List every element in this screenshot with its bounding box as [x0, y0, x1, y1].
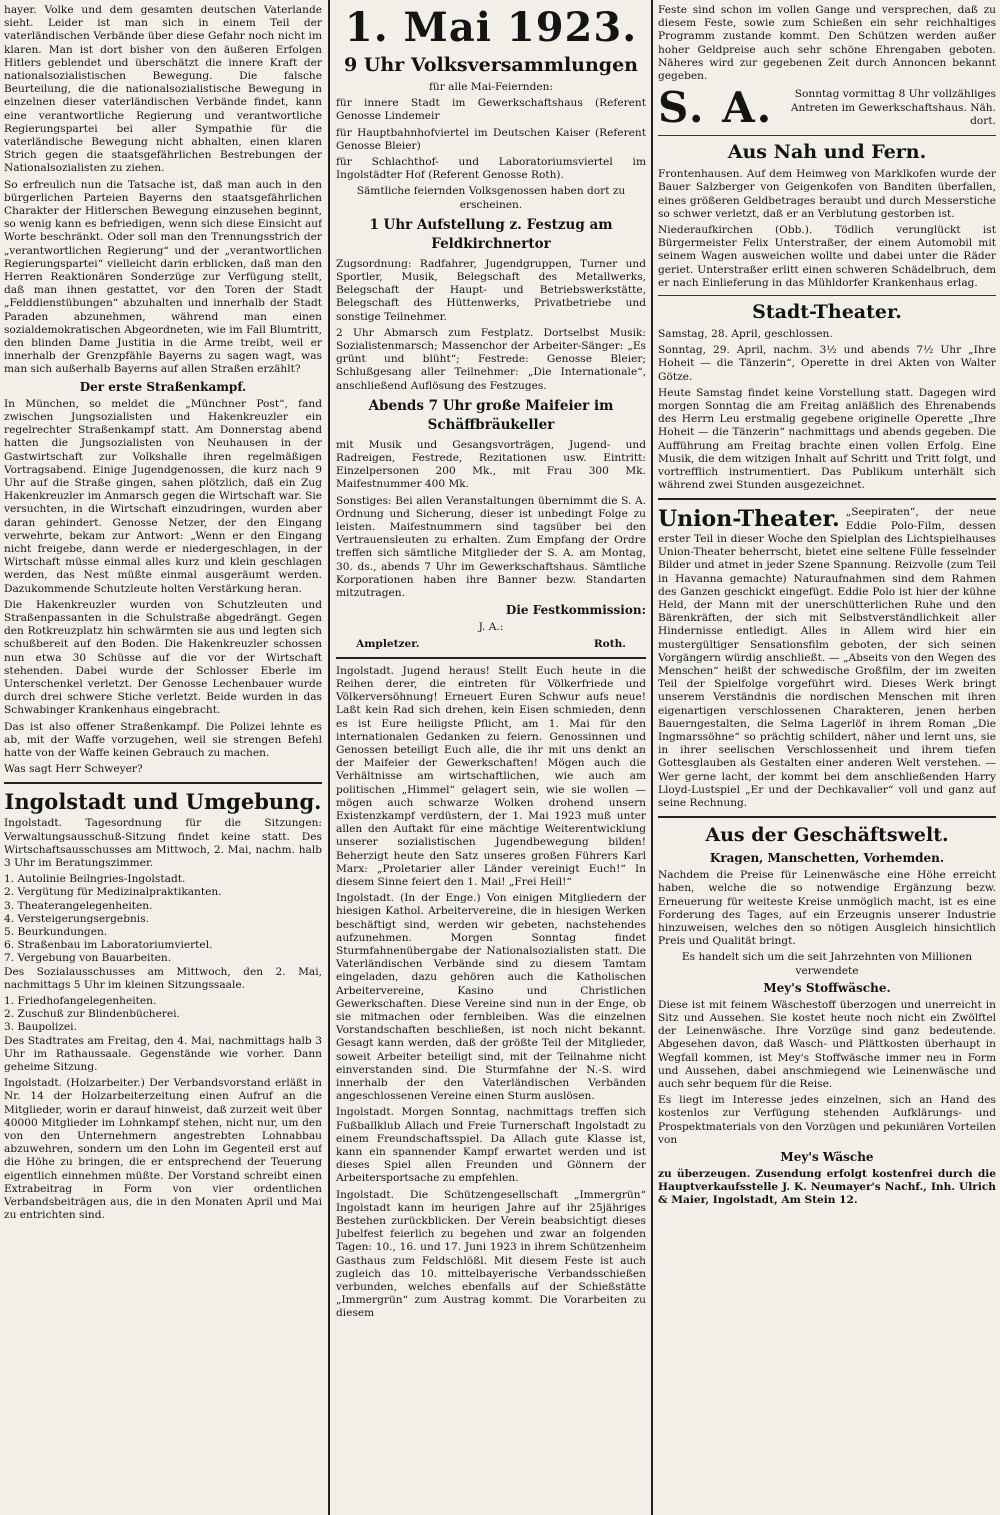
article-paragraph: Diese ist mit feinem Wäschestoff überzogen und unerreicht in Sitz und Aussehen. Sie kostet heute noch nicht ein Zwölftel der Leinenwäsche. Ihre Vorzüge sind ganz bedeutende. Abgesehen davon, daß Wasch- und Plättkosten überhaupt in Wegfall kommen, ist Mey's Stoffwäsche immer neu in Form und Aussehen, dabei anschmiegend wie Leinenwäsche und auch sehr bequem für die Reise.: [658, 998, 996, 1090]
announcement-subtitle: 9 Uhr Volksversammlungen: [344, 54, 638, 76]
evening-heading: Abends 7 Uhr große Maifeier im Schäffbräukeller: [368, 397, 614, 433]
theater-line: Samstag, 28. April, geschlossen.: [658, 328, 833, 341]
article-paragraph: Ingolstadt. (In der Enge.) Von einigen Mitgliedern der hiesigen Kathol. Arbeitervereine, die in hiesigen Werken beschäftigt sind, werden wir gebeten, nachstehendes aufzunehmen. Morgen Sonntag findet Sturmfahnenübergabe der Nationalsozialisten statt. Die Vaterländischen Verbände sind zu diesem Tamtam eingeladen, dazu gehören auch die Katholischen Arbeitervereine, Kasino und Christlichen Gewerkschaften. Diese Vereine sind nun in der Enge, ob sie mitmachen oder fernbleiben. Was die einzelnen Vorstandschaften beschließen, ist noch nicht bekannt. Gesagt kann werden, daß der größte Teil der Mitglieder, soweit Arbeiter beteiligt sind, mit der Teilnahme nicht einverstanden sind. Die Sturmfahne der N.-S. wird innerhalb der den Vaterländischen Verbänden angeschlossenen Vereine einen Sturm auslösen.: [336, 892, 646, 1103]
march-details: 2 Uhr Abmarsch zum Festplatz. Dortselbst Musik: Sozialistenmarsch; Massenchor der Arbeiter-Sänger: „Es grünt und blüht“; Festrede: Genosse Bleier; Schlußgesang aller Teilnehmer: „Die Internationale“, anschließend Auflösung des Festzuges.: [336, 326, 646, 392]
committee-label: Die Festkommission:: [505, 603, 646, 618]
divider: [4, 782, 322, 784]
divider: [658, 295, 996, 296]
agenda-item: 2. Zuschuß zur Blindenbücherei.: [4, 1008, 180, 1021]
meeting-line: für Hauptbahnhofviertel im Deutschen Kaiser (Referent Genosse Bleier): [336, 126, 646, 152]
divider: [336, 657, 646, 659]
sa-notice-text: Sonntag vormittag 8 Uhr vollzähliges Antreten im Gewerkschaftshaus. Näh. dort.: [790, 88, 996, 127]
column-left: [4, 4, 322, 1511]
union-theater-text: „Seepiraten“, der neue Eddie Polo-Film, dessen erster Teil in dieser Woche den Spielplan des Lichtspielhauses Union-Theater beherrscht, bietet eine seltene Fülle fesselnder Bilder und atmet in jeder Szene Spannung. Reizvolle (zum Teil in Havanna gemachte) Naturaufnahmen sind dem Rahmen des Ganzen geschickt eingefügt. Eddie Polo ist hier der kühne Held, der Mann mit der unerschütterlichen Ruhe und den Bärenkräften, der sich mit Selbstverständlichkeit aller Hindernisse entledigt. Alles in Allem wird hier ein mustergültiger Sensationsfilm geboten, der sich seinen Vorgängern würdig anschließt. — „Abseits von den Wegen des Menschen“ heißt der schwedische Großfilm, der im zweiten Teil der Spielfolge vorgeführt wird. Dieses Werk bringt unserem Verständnis die nordischen Menschen mit ihren eigenartigen verschlossenen Charakteren, jenen herben Bauerngestalten, die Selma Lagerlöf in ihrem Roman „Die Ingmarssöhne“ so prächtig schildert, näher und lernt uns, sie in ihrer seelischen Verschlossenheit und ihrem tiefen Gottesglauben als Gestalten einer anderen Welt verstehen. — Wer gerne lacht, der kommt bei dem anschließenden Harry Lloyd-Lustspiel „Er und der Dechkavalier“ voll und ganz auf seine Rechnung.: [658, 506, 996, 809]
parade-order: Zugsordnung: Radfahrer, Jugendgruppen, Turner und Sportler, Musik, Belegschaft des Metallwerks, Belegschaft der Haupt- und Betriebswerkstätte, Belegschaft des Hüttenwerks, Privatbetriebe und sonstige Teilnehmer.: [336, 257, 646, 323]
article-paragraph: In München, so meldet die „Münchner Post“, fand zwischen Jungsozialisten und Hakenkreuzler ein regelrechter Straßenkampf statt. Am Donnerstag abend hatten die Jungsozialisten von Neuhausen in der Gastwirtschaft zur Volkshalle ihren regelmäßigen Vortragsabend. Einige Jugendgenossen, die kurz nach 9 Uhr auf die Straße gingen, sahen plötzlich, daß ein Zug Hakenkreuzler im Anmarsch gegen die Wirtschaft war. Sie versuchten, in die Wirtschaft einzudringen, wurden aber daran gehindert. Genosse Netzer, der den Eingang verwehrte, bekam zur Antwort: „Wenn er den Eingang nicht freigebe, dann werde er niedergeschlagen, in der Wirtschaft müsse einmal alles kurz und klein geschlagen werden, das Nest müßte einmal ausgeräumt werden. Dazukommende Schutzleute holten Verstärkung heran.: [4, 397, 322, 595]
agenda-item: 3. Baupolizei.: [4, 1021, 77, 1034]
article-paragraph: Was sagt Herr Schweyer?: [4, 763, 143, 776]
announcement-intro: für alle Mai-Feiernden:: [428, 81, 554, 93]
article-paragraph: Frontenhausen. Auf dem Heimweg von Marklkofen wurde der Bauer Salzberger von Geigenkofen von Banditen überfallen, eines größeren Geldbetrages beraubt und durch Messerstiche so schwer verletzt, daß er an Verblutung gestorben ist.: [658, 168, 996, 220]
section-heading-strassenkampf: Der erste Straßenkampf.: [79, 379, 247, 394]
divider: [658, 816, 996, 818]
section-heading-union-theater: Union-Theater.: [658, 506, 840, 533]
agenda-item: 4. Versteigerungsergebnis.: [4, 912, 149, 925]
agenda-item: 7. Vergebung von Bauarbeiten.: [4, 952, 172, 965]
subheading-kragen: Kragen, Manschetten, Vorhemden.: [709, 851, 945, 866]
article-paragraph: Des Stadtrates am Freitag, den 4. Mai, nachmittags halb 3 Uhr im Rathaussaale. Gegenstände wie vorher. Dann geheime Sitzung.: [4, 1034, 322, 1074]
article-paragraph: Ingolstadt. Morgen Sonntag, nachmittags treffen sich Fußballklub Allach und Freie Turnerschaft Ingolstadt zu einem Freundschaftsspiel. Da Allach gute Klasse ist, kann ein spannender Kampf erwartet werden und ist dieses Spiel allen Freunden und Gönnern der Arbeitersportsache zu empfehlen.: [336, 1106, 646, 1185]
article-paragraph: Ingolstadt. Tagesordnung für die Sitzungen: Verwaltungsausschuß-Sitzung findet keine statt. Des Wirtschaftsausschusses am Mittwoch, 2. Mai, nachm. halb 3 Uhr im Beratungszimmer.: [4, 817, 322, 869]
section-heading-nah-fern: Aus Nah und Fern.: [727, 141, 927, 164]
section-heading-geschaeftswelt: Aus der Geschäftswelt.: [705, 824, 949, 847]
agenda-item: 1. Friedhofangelegenheiten.: [4, 995, 157, 1008]
article-paragraph: Niederaufkirchen (Obb.). Tödlich verunglückt ist Bürgermeister Felix Unterstraßer, der einem Automobil mit seinem Wagen ausweichen wollte und dabei unter die Räder geriet. Unterstraßer erlitt einen schweren Schädelbruch, dem er nach Einlieferung in das Mühldorfer Krankenhaus erlag.: [658, 224, 996, 289]
sa-label: S. A.: [658, 83, 774, 133]
article-paragraph: Ingolstadt. Jugend heraus! Stellt Euch heute in die Reihen derer, die eintreten für Völkerfriede und Völkerversöhnung! Erneuert Euren Schwur aufs neue! Laßt kein Rad sich drehen, kein Eisen schmieden, denn es ist Eure heiligste Pflicht, am 1. Mai für den internationalen Gedanken zu feiern. Genossinnen und Genossen beteiligt Euch alle, die ihr mit uns denkt an der Maifeier der Gewerkschaften! Mögen auch die Verhältnisse am wirtschaftlichen, wie auch am politischen „Himmel“ gelagert sein, wie sie wollen — mögen auch schwarze Wolken drohend unsern Existenzkampf verdüstern, der 1. Mai 1923 muß unter allen den Auftakt für eine mächtige Weiterentwicklung unserer sozialistischen Jugendbewegung bilden! Beherzigt heute den Satz unseres großen Führers Karl Marx: „Proletarier aller Länder vereinigt Euch!“ In diesem Sinne feiert den 1. Mai! „Frei Heil!“: [336, 664, 646, 888]
article-paragraph: So erfreulich nun die Tatsache ist, daß man auch in den bürgerlichen Parteien Bayerns den staatsgefährlichen Charakter der Hitlerschen Bewegung einzusehen beginnt, so wenig kann es befriedigen, wenn sich diese Einsicht auf Worte beschränkt. Oder soll man den Trennungsstrich der „verantwortlichen Regierung“ und der „verantwortlichen Regierungspartei“ vielleicht darin erblicken, daß man den Herren Reaktionären Sonderzüge zur Verfügung stellt, daß man ihnen gestattet, vor den Toren der Stadt „Felddienstübungen“ abzuhalten und innerhalb der Stadt Paraden abzunehmen, während man einen sozialdemokratischen Abgeordneten, wie im Fall Blumtritt, den blinden Dame Justitia in die Arme treibt, weil er innerhalb der Grenzpfähle Bayerns zu sagen wagt, was man sich außerhalb Bayerns auf allen Straßen erzählt?: [4, 178, 322, 376]
column-rule-2: [651, 0, 653, 1515]
article-paragraph: Nachdem die Preise für Leinenwäsche eine Höhe erreicht haben, welche die so notwendige Ergänzung bezw. Erneuerung für weiteste Kreise unmöglich macht, ist es eine Forderung des Tages, auf ein Erzeugnis unserer Industrie hinzuweisen, welches den so nötigen Ausgleich hinsichtlich Preis und Qualität bringt.: [658, 869, 996, 948]
article-paragraph: zu überzeugen. Zusendung erfolgt kostenfrei durch die Hauptverkaufsstelle J. K. Neumayer's Nachf., Inh. Ulrich & Maier, Ingolstadt, Am Stein 12.: [658, 1168, 996, 1207]
union-theater-review: [658, 506, 996, 810]
column-middle: [336, 4, 646, 1511]
divider: [658, 135, 996, 136]
agenda-item: 1. Autolinie Beilngries-Ingolstadt.: [4, 873, 186, 886]
article-paragraph: Das ist also offener Straßenkampf. Die Polizei lehnte es ab, mit der Waffe vorzugehen, weil sie strengen Befehl hatte von der Waffe keinen Gebrauch zu machen.: [4, 720, 322, 759]
column-right: [658, 4, 996, 1511]
meeting-line: für Schlachthof- und Laboratoriumsviertel im Ingolstädter Hof (Referent Genosse Roth).: [336, 156, 646, 182]
subheading-mey-stoffwaesche: Mey's Stoffwäsche.: [763, 980, 891, 995]
misc-details: Sonstiges: Bei allen Veranstaltungen übernimmt die S. A. Ordnung und Sicherung, dieser ist unbedingt Folge zu leisten. Maifestnummern sind tagsüber bei den Vertrauensleuten zu erhalten. Zum Empfang der Ordre treffen sich sämtliche Mitglieder der S. A. am Montag, 30. ds., abends 7 Uhr im Gewerkschaftshaus. Sämtliche Korporationen haben ihre Banner bezw. Standarten mitzutragen.: [336, 494, 646, 600]
agenda-item: 2. Vergütung für Medizinalpraktikanten.: [4, 886, 222, 899]
article-paragraph: hayer. Volke und dem gesamten deutschen Vaterlande sieht. Leider ist man sich in einem Teil der vaterländischen Verbände über diese Gefahr noch nicht im klaren. Man ist dort bisher von den äußeren Erfolgen Hitlers geblendet und überschätzt die innere Kraft der nationalsozialistischen Bewegung. Die falsche Beurteilung, die die nationalsozialistische Bewegung in einzelnen dieser vaterländischen Verbände findet, kann eine verantwortliche Regierung und verantwortliche Regierungspartei bei aller Sympathie für die vaterländische Bewegung nicht abhalten, einen klaren Strich gegen die staatsgefährlichen Bestrebungen der Nationalsozialisten zu ziehen.: [4, 4, 322, 175]
theater-review: Heute Samstag findet keine Vorstellung statt. Dagegen wird morgen Sonntag die am Freitag anläßlich des Ehrenabends des Herrn Leu erstmalig gegebene originelle Operette „Ihre Hoheit — die Tänzerin“ nachmittags und abends gegeben. Die Aufführung am Freitag brachte einen vollen Erfolg. Eine Musik, die dem witzigen Inhalt auf Schritt und Tritt folgt, und vortrefflich instrumentiert. Das Publikum unterhält sich während zwei Stunden ausgezeichnet.: [658, 386, 996, 492]
article-paragraph: Es handelt sich um die seit Jahrzehnten von Millionen verwendete: [681, 951, 973, 977]
article-paragraph: Feste sind schon im vollen Gange und versprechen, daß zu diesem Feste, sowie zum Schießen ein sehr reichhaltiges Programm zustande kommt. Den Schützen werden außer hoher Geldpreise auch sehr schöne Ehrengaben geboten. Näheres wird zur gegebenen Zeit durch Annoncen bekannt gegeben.: [658, 4, 996, 83]
section-heading-ingolstadt: Ingolstadt und Umgebung.: [4, 789, 322, 815]
article-paragraph: Es liegt im Interesse jedes einzelnen, sich an Hand des kostenlos zur Verfügung stehenden Aufklärungs- und Prospektmaterials von den Vorzügen und pekuniären Vorteilen von: [658, 1094, 996, 1146]
meeting-line: Sämtliche feiernden Volksgenossen haben dort zu erscheinen.: [356, 185, 626, 211]
article-paragraph: Des Sozialausschusses am Mittwoch, den 2. Mai, nachmittags 5 Uhr im kleinen Sitzungssaale.: [4, 965, 322, 991]
page-title: 1. Mai 1923.: [344, 4, 638, 51]
signature-ampletzer: Ampletzer.: [356, 637, 420, 650]
sa-notice: [658, 83, 996, 133]
divider: [658, 498, 996, 500]
ia-label: J. A.:: [478, 621, 504, 634]
article-paragraph: Ingolstadt. Die Schützengesellschaft „Immergrün“ Ingolstadt kann im heurigen Jahre auf ihr 25jähriges Bestehen zurückblicken. Der Verein beabsichtigt dieses Jubelfest feierlich zu begehen und zwar an folgenden Tagen: 10., 16. und 17. Juni 1923 in ihrem Schützenheim Gasthaus zum Feldschlößl. Mit diesem Feste ist auch zugleich das 10. mittelbayerische Verbandsschießen verbunden, welches ebenfalls auf der Schießstätte „Immergrün“ zum Austrag kommt. Die Vorarbeiten zu diesem: [336, 1188, 646, 1320]
column-rule-1: [328, 0, 330, 1515]
subheading-mey-waesche: Mey's Wäsche: [780, 1150, 874, 1165]
theater-line: Sonntag, 29. April, nachm. 3½ und abends 7½ Uhr „Ihre Hoheit — die Tänzerin“, Operette in drei Akten von Walter Götze.: [658, 344, 996, 383]
meeting-line: für innere Stadt im Gewerkschaftshaus (Referent Genosse Lindemeir: [336, 97, 646, 123]
agenda-item: 6. Straßenbau im Laboratoriumviertel.: [4, 939, 213, 952]
parade-heading: 1 Uhr Aufstellung z. Festzug am Feldkirchnertor: [369, 216, 613, 252]
article-paragraph: Die Hakenkreuzler wurden von Schutzleuten und Straßenpassanten in die Schulstraße abgedrängt. Gegen den Rotkreuzplatz hin schwärmten sie aus und legten sich schußbereit auf den Boden. Die Hakenkreuzler schossen nun etwa 30 Schüsse auf die vor der Wirtschaft stehenden. Dabei wurde der Schlosser Eberle im Unterschenkel verletzt. Der Genosse Lechenbauer wurde durch drei schwere Stiche verletzt. Beide wurden in das Schwabinger Krankenhaus eingebracht.: [4, 598, 322, 717]
section-heading-stadt-theater: Stadt-Theater.: [752, 301, 902, 324]
evening-details: mit Musik und Gesangsvorträgen, Jugend- und Radreigen, Festrede, Rezitationen usw. Eintritt: Einzelpersonen 200 Mk., mit Frau 300 Mk. Maifestnummer 400 Mk.: [336, 438, 646, 491]
signature-row: [336, 638, 646, 651]
article-paragraph: Ingolstadt. (Holzarbeiter.) Der Verbandsvorstand erläßt in Nr. 14 der Holzarbeiterzeitung einen Aufruf an die Mitglieder, worin er darauf hinweist, daß zurzeit weit über 40000 Mitglieder im Lohnkampf stehen, nicht nur, um den von den Unternehmern angestrebten Lohnabbau abzuwehren, sondern um den Lohn im Gegenteil erst auf die Höhe zu bringen, die er entsprechend der Teuerung eigentlich einnehmen müßte. Der Vorstand schreibt einen Extrabeitrag in Form von vier ordentlichen Verbandsbeiträgen aus, die in den Monaten April und Mai zu entrichten sind.: [4, 1077, 322, 1222]
agenda-item: 5. Beurkundungen.: [4, 926, 108, 938]
agenda-item: 3. Theaterangelegenheiten.: [4, 899, 153, 912]
signature-roth: Roth.: [593, 637, 626, 650]
